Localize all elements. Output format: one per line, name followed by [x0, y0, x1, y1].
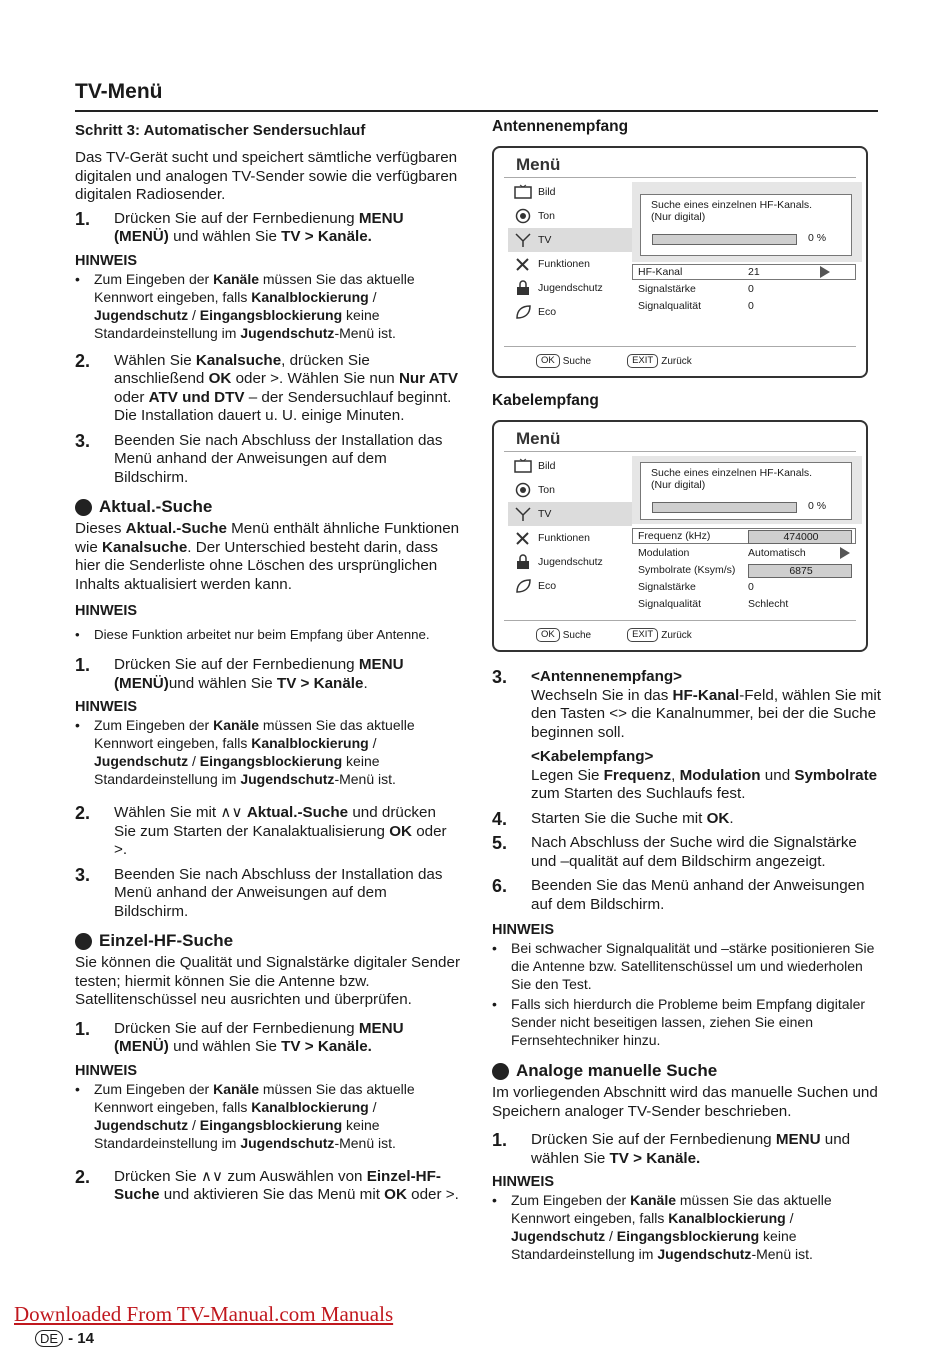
menu-item-label: TV [538, 234, 552, 246]
text: / [368, 288, 377, 305]
bullet-dot-icon [492, 1063, 509, 1080]
menu-item-jugendschutz [508, 550, 632, 574]
text-bold: OK [389, 822, 412, 840]
text-bold: MENU (MENÜ) [114, 656, 404, 692]
divider [504, 620, 856, 621]
text: Wählen Sie [114, 351, 196, 369]
text-bold: Aktual.-Suche [125, 520, 227, 537]
text: . [729, 809, 734, 827]
row-key: Frequenz (kHz) [638, 530, 711, 542]
menu-item-label: Funktionen [538, 532, 590, 544]
step3-heading: Schritt 3: Automatischer Sendersuchlauf [75, 122, 366, 139]
einzel-intro: Sie können die Qualität und Signalstärke digitaler Sender testen; hiermit können Sie die Antenne bzw. Satellitenschüssel neu ausrichten und überprüfen. [75, 954, 460, 1008]
text: keine Standardeinstellung im [94, 1116, 380, 1151]
step-text: Beenden Sie nach Abschluss der Installation das Menü anhand der Anweisungen auf dem Bildschirm. [114, 431, 443, 486]
text-bold: HF-Kanal [672, 686, 740, 704]
row-key: Signalstärke [638, 581, 696, 593]
row-key: Signalstärke [638, 283, 696, 295]
text-bold: TV > Kanäle. [609, 1149, 701, 1167]
step-number: 3. [75, 864, 91, 885]
text: Wählen Sie mit ∧∨ [114, 804, 247, 821]
text-bold: Eingangsblockierung [199, 306, 343, 323]
menu-item-eco [508, 300, 632, 324]
text-bold: OK [208, 370, 232, 387]
text: / [188, 1116, 200, 1133]
text-bold: Einzel-HF-Suche [114, 1167, 441, 1203]
text-bold: TV > Kanäle. [281, 228, 372, 245]
bullet: • [75, 270, 80, 287]
menu-item-bild [508, 454, 632, 478]
note-item [75, 626, 460, 644]
step-number: 1. [75, 655, 91, 675]
row-value: 0 [748, 283, 754, 295]
text: oder >. [114, 822, 447, 858]
value-row [638, 283, 754, 295]
section-heading-analog [492, 1061, 882, 1081]
hinweis-label: HINWEIS [492, 1174, 555, 1190]
heading-text: Einzel-HF-Suche [99, 931, 234, 950]
text-bold: OK [384, 1186, 407, 1203]
menu-item-funktionen [508, 526, 632, 550]
text: / [785, 1210, 794, 1226]
text: Dieses [75, 520, 126, 537]
step-text: Nach Abschluss der Suche wird die Signalstärke und –qualität auf dem Bildschirm angezeigt. [531, 834, 857, 870]
text: -Menü ist. [334, 771, 396, 787]
menu-item-tv [508, 502, 632, 526]
bullet: • [492, 1192, 497, 1208]
menu-sidebar [508, 180, 632, 324]
title-rule [75, 110, 878, 112]
row-key: HF-Kanal [638, 266, 683, 278]
progress-bar [652, 502, 797, 513]
tv-icon [514, 184, 532, 200]
bullet: • [492, 940, 497, 956]
bullet: • [75, 717, 80, 733]
text: -Menü ist. [334, 1134, 396, 1151]
aktual-intro [75, 520, 460, 594]
text: / [188, 306, 200, 323]
text: Legen Sie [531, 766, 604, 784]
menu-item-label: Bild [538, 460, 556, 472]
menu-item-ton [508, 204, 632, 228]
row-value: Schlecht [748, 598, 789, 610]
hinweis-label: HINWEIS [75, 603, 138, 619]
text: und wählen Sie [168, 674, 277, 692]
menu-item-label: Bild [538, 186, 556, 198]
heading-text: Analoge manuelle Suche [516, 1061, 718, 1080]
text-bold: Jugendschutz [94, 753, 189, 769]
text: Zum Eingeben der [94, 1080, 214, 1097]
kabel-caption: Kabelempfang [492, 392, 599, 409]
text-bold: Jugendschutz [511, 1228, 606, 1244]
hinweis-label: HINWEIS [75, 252, 138, 269]
values-panel [632, 526, 862, 614]
text-bold: Kanalsuche [102, 538, 188, 556]
note-item [75, 716, 460, 788]
einzel-step-1 [75, 1020, 460, 1057]
arrow-right-icon [840, 547, 850, 559]
text: Zum Eingeben der [511, 1192, 631, 1208]
menu-title: Menü [516, 155, 561, 174]
step-1 [75, 210, 460, 247]
row-key: Signalqualität [638, 300, 702, 312]
aktual-step-1 [75, 656, 460, 693]
divider [504, 346, 856, 347]
row-key: Signalqualität [638, 598, 702, 610]
text: , [671, 766, 680, 784]
row-value: Automatisch [748, 547, 806, 559]
text-bold: Nur ATV [398, 370, 458, 387]
antenna-icon [514, 232, 532, 248]
text-bold: MENU (MENÜ) [114, 209, 404, 245]
step-number: 3. [492, 667, 508, 687]
ok-key-icon: OK [536, 354, 560, 368]
download-source-link[interactable]: Downloaded From TV-Manual.com Manuals [14, 1302, 394, 1326]
text: oder >. Wählen Sie nun [231, 370, 399, 387]
menu-item-funktionen [508, 252, 632, 276]
text: Starten Sie die Suche mit [531, 809, 707, 827]
text: müssen Sie das aktuelle Kennwort eingeben, falls [94, 717, 415, 751]
text-bold: Kanäle [213, 717, 259, 733]
page-number-text: - 14 [68, 1330, 94, 1347]
text-bold: OK [706, 809, 730, 827]
text: keine Standardeinstellung im [94, 753, 380, 787]
text: / [368, 1098, 377, 1115]
note-text: Diese Funktion arbeitet nur beim Empfang über Antenne. [94, 627, 430, 642]
menu-item-label: Funktionen [538, 258, 590, 270]
text: Zum Eingeben der [94, 270, 214, 287]
text: / [368, 735, 377, 751]
right-step-4 [492, 810, 882, 829]
menu-item-label: TV [538, 508, 552, 520]
text-bold: Kanalblockierung [251, 1098, 369, 1115]
row-key: Symbolrate (Ksym/s) [638, 564, 736, 576]
search-text: (Nur digital) [651, 211, 706, 223]
text-bold: Frequenz [603, 766, 672, 784]
text: müssen Sie das aktuelle Kennwort eingeben, falls [511, 1192, 832, 1226]
note-item [75, 1080, 460, 1152]
value-row [638, 300, 754, 312]
text: -Feld, wählen Sie mit den Tasten <> die Kanalnummer, bei der die Suche beginnen soll. [531, 686, 882, 741]
text: zum Starten des Suchlaufs fest. [531, 785, 746, 802]
search-panel [632, 456, 862, 524]
search-text: Suche eines einzelnen HF-Kanals. [651, 199, 813, 211]
text: müssen Sie das aktuelle Kennwort eingeben, falls [94, 1080, 415, 1115]
note-item [75, 270, 460, 342]
row-key: Modulation [638, 547, 690, 559]
text: und wählen Sie [168, 1038, 282, 1055]
step-number: 2. [75, 350, 91, 371]
bullet: • [75, 1080, 80, 1097]
divider [504, 177, 856, 178]
arrow-right-icon [820, 266, 830, 278]
menu-item-label: Ton [538, 484, 555, 496]
right-step-5 [492, 834, 882, 871]
note-text: Falls sich hierdurch die Probleme beim Empfang digitaler Sender nicht beseitigen lassen, ziehen Sie einen Fernsehtechniker hinzu. [511, 996, 866, 1048]
speaker-icon [514, 482, 532, 498]
footer-label: Zurück [661, 355, 692, 367]
text: keine Standardeinstellung im [511, 1228, 797, 1262]
text: Zum Eingeben der [94, 717, 214, 733]
footer-label: Suche [562, 355, 592, 367]
analog-step-1 [492, 1131, 882, 1168]
row-value: 6875 [748, 564, 852, 578]
step-number: 5. [492, 833, 508, 853]
language-badge: DE [35, 1330, 63, 1347]
footer-label: Zurück [661, 629, 692, 641]
text-bold: Aktual.-Suche [246, 804, 349, 821]
heading-text: Aktual.-Suche [99, 497, 213, 516]
search-text: Suche eines einzelnen HF-Kanals. [651, 467, 813, 479]
row-value: 21 [748, 266, 760, 278]
search-box [640, 194, 852, 256]
text: . [363, 674, 368, 692]
text: , drücken Sie anschließend [114, 351, 370, 387]
text-bold: Jugendschutz [94, 306, 189, 323]
text: keine Standardeinstellung im [94, 306, 380, 341]
text-bold: Kanäle [630, 1192, 676, 1208]
exit-key-icon: EXIT [627, 354, 658, 368]
aktual-step-2 [75, 804, 460, 860]
progress-bar [652, 234, 797, 245]
hinweis-label: HINWEIS [75, 1062, 138, 1079]
note-item [492, 1191, 882, 1263]
analog-intro: Im vorliegenden Abschnitt wird das manuelle Suchen und Speichern analoger TV-Sender beschrieben. [492, 1084, 878, 1120]
text: -Menü ist. [751, 1246, 813, 1262]
text-bold: Kanalsuche [195, 351, 282, 369]
progress-label: 0 % [808, 232, 827, 244]
section-heading-einzel [75, 931, 460, 951]
text-bold: TV > Kanäle. [281, 1038, 372, 1055]
menu-item-label: Jugendschutz [538, 556, 603, 568]
value-row [638, 598, 788, 610]
text-bold: TV > Kanäle [276, 674, 364, 692]
lock-icon [514, 280, 532, 296]
text: / [188, 753, 200, 769]
text: und aktivieren Sie das Menü mit [159, 1186, 385, 1203]
text-bold: Eingangsblockierung [199, 753, 343, 769]
text: Menü enthält ähnliche Funktionen wie [75, 520, 460, 556]
text-bold: Modulation [679, 766, 761, 784]
search-panel [632, 182, 862, 262]
left-column [75, 122, 460, 1211]
menu-title: Menü [516, 429, 561, 448]
menu-item-ton [508, 478, 632, 502]
value-row [638, 581, 754, 593]
text: müssen Sie das aktuelle Kennwort eingeben, falls [94, 270, 415, 305]
menu-item-eco [508, 574, 632, 598]
kabel-menu-screenshot [492, 420, 868, 652]
page-title: TV-Menü [75, 80, 163, 103]
exit-key-icon: EXIT [627, 628, 658, 642]
text: und [760, 766, 795, 784]
text: Wechseln Sie in das [531, 686, 673, 704]
text-bold: Kanalblockierung [251, 288, 369, 305]
right-column [492, 118, 882, 1269]
text: / [605, 1228, 617, 1244]
text: Drücken Sie ∧∨ zum Auswählen von [114, 1167, 367, 1185]
step-number: 2. [75, 803, 91, 823]
row-value: 474000 [748, 530, 852, 544]
ok-key-icon: OK [536, 628, 560, 642]
text-bold: Kanalblockierung [251, 735, 369, 751]
text: Drücken Sie auf der Fernbedienung [531, 1131, 776, 1148]
leaf-icon [514, 578, 532, 594]
antenne-caption: Antennenempfang [492, 118, 629, 135]
value-row [638, 564, 852, 578]
text-bold: Jugendschutz [240, 771, 335, 787]
section-heading-aktual [75, 497, 460, 517]
bullet-dot-icon [75, 933, 92, 950]
menu-sidebar [508, 454, 632, 598]
step-number: 1. [492, 1130, 508, 1150]
subheading: <Antennenempfang> [531, 668, 683, 685]
text-bold: ATV und DTV [148, 388, 245, 406]
menu-item-label: Eco [538, 306, 557, 318]
text: Drücken Sie auf der Fernbedienung [114, 656, 359, 673]
text-bold: MENU [775, 1131, 821, 1148]
menu-footer [536, 354, 692, 368]
text: Drücken Sie auf der Fernbedienung [114, 1019, 359, 1037]
leaf-icon [514, 304, 532, 320]
text: und wählen Sie [531, 1131, 851, 1167]
lock-icon [514, 554, 532, 570]
menu-item-jugendschutz [508, 276, 632, 300]
value-row [638, 530, 852, 544]
step-text: Beenden Sie das Menü anhand der Anweisungen auf dem Bildschirm. [531, 877, 865, 913]
text: Drücken Sie auf der Fernbedienung [114, 209, 359, 227]
intro-text: Das TV-Gerät sucht und speichert sämtliche verfügbaren digitalen und analogen TV-Sender sowie die verfügbaren digitalen Radiosender. [75, 149, 458, 203]
values-panel [632, 262, 862, 314]
right-step-3 [492, 668, 882, 804]
text-bold: Jugendschutz [94, 1116, 189, 1133]
bullet: • [492, 996, 497, 1012]
antenne-menu-screenshot [492, 146, 868, 378]
text: und drücken Sie zum Starten der Kanalaktualisierung [114, 804, 436, 840]
step-2 [75, 352, 460, 426]
text-bold: Kanäle [213, 1080, 259, 1097]
antenna-icon [514, 506, 532, 522]
text: oder [114, 388, 149, 406]
row-value: 0 [748, 300, 754, 312]
menu-item-label: Jugendschutz [538, 282, 603, 294]
menu-item-label: Ton [538, 210, 555, 222]
note-item [492, 995, 882, 1049]
page-number [35, 1330, 94, 1347]
note-text: Bei schwacher Signalqualität und –stärke positionieren Sie die Antenne bzw. Satellitenschüssel um und wiederholen Sie den Test. [511, 940, 875, 992]
text: . Der Unterschied besteht darin, dass hier die Senderliste ohne Löschen des ursprünglichen Inhalts aktualisiert werden kann. [75, 538, 439, 593]
step-number: 4. [492, 808, 508, 829]
step-number: 6. [492, 876, 508, 896]
text: -Menü ist. [334, 324, 396, 341]
footer-label: Suche [562, 629, 592, 641]
hinweis-label: HINWEIS [75, 699, 138, 715]
text-bold: Kanalblockierung [668, 1210, 786, 1226]
progress-label: 0 % [808, 500, 827, 512]
text: und wählen Sie [168, 228, 282, 245]
step-number: 3. [75, 430, 91, 451]
row-value: 0 [748, 581, 754, 593]
step-number: 1. [75, 208, 91, 229]
text: oder >. [406, 1186, 459, 1203]
value-row [638, 547, 806, 559]
step-3 [75, 432, 460, 488]
text: – der Sendersuchlauf beginnt. Die Installation dauert u. U. einige Minuten. [114, 388, 452, 424]
text-bold: Jugendschutz [657, 1246, 752, 1262]
bullet-dot-icon [75, 499, 92, 516]
aktual-step-3 [75, 866, 460, 922]
hinweis-label: HINWEIS [492, 922, 555, 938]
menu-item-bild [508, 180, 632, 204]
speaker-icon [514, 208, 532, 224]
tv-icon [514, 458, 532, 474]
step-number: 1. [75, 1018, 91, 1039]
search-text: (Nur digital) [651, 479, 706, 491]
text-bold: Eingangsblockierung [616, 1228, 760, 1244]
text-bold: Eingangsblockierung [199, 1116, 343, 1133]
bullet: • [75, 627, 80, 642]
step-text: Beenden Sie nach Abschluss der Installation das Menü anhand der Anweisungen auf dem Bildschirm. [114, 865, 443, 920]
divider [504, 451, 856, 452]
value-row [638, 266, 760, 278]
note-item [492, 939, 882, 993]
right-step-6 [492, 877, 882, 914]
menu-footer [536, 628, 692, 642]
menu-item-label: Eco [538, 580, 557, 592]
tools-icon [514, 530, 532, 546]
step-number: 2. [75, 1166, 91, 1187]
einzel-step-2 [75, 1168, 460, 1205]
menu-item-tv [508, 228, 632, 252]
text-bold: Symbolrate [794, 766, 878, 784]
text-bold: Kanäle [213, 270, 259, 287]
tools-icon [514, 256, 532, 272]
text-bold: Jugendschutz [240, 1134, 335, 1151]
text-bold: MENU (MENÜ) [114, 1019, 404, 1055]
subheading: <Kabelempfang> [531, 748, 654, 765]
text-bold: Jugendschutz [240, 324, 335, 341]
